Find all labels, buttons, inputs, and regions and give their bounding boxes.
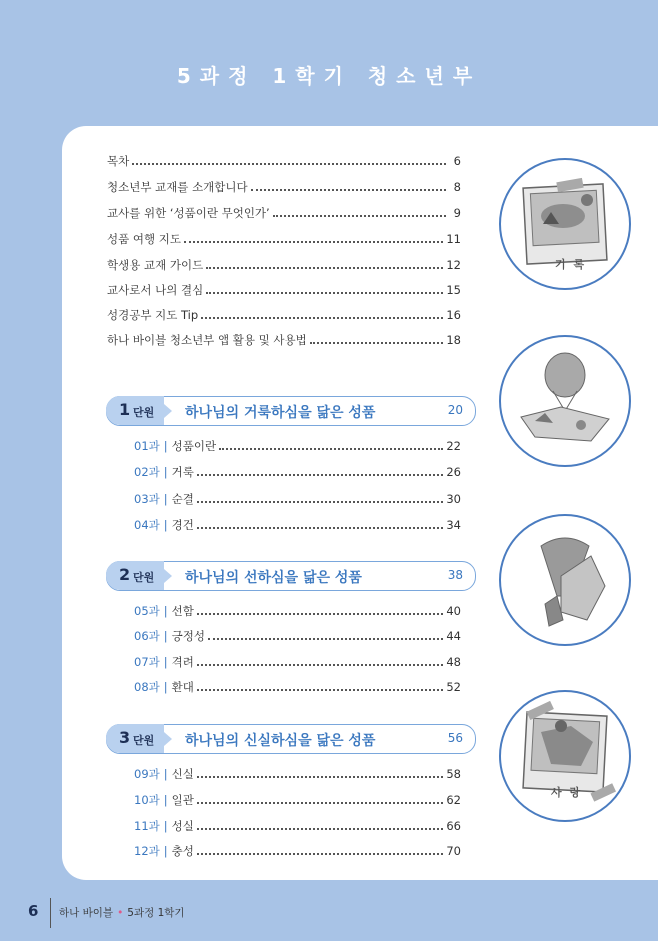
lesson-item[interactable] <box>134 464 461 480</box>
leader-dots <box>197 679 444 691</box>
lesson-page: 30 <box>446 492 461 506</box>
footer-book: 하나 바이블 <box>59 907 114 919</box>
lesson-item[interactable] <box>134 603 461 619</box>
toc-item[interactable] <box>107 282 461 298</box>
lesson-item[interactable] <box>134 679 461 695</box>
separator: | <box>163 518 168 532</box>
lesson-page: 22 <box>446 439 461 453</box>
toc-item-label: 목차 <box>107 154 130 168</box>
toc-item-label: 청소년부 교재를 소개합니다 <box>107 180 248 194</box>
lesson-item[interactable] <box>134 766 461 782</box>
separator: | <box>163 604 168 618</box>
toc-item[interactable] <box>107 231 461 247</box>
lesson-label: 성품이란 <box>171 439 217 453</box>
separator: | <box>163 655 168 669</box>
lesson-item[interactable] <box>134 628 461 644</box>
page-number: 6 <box>28 902 39 920</box>
lesson-label: 환대 <box>171 680 194 694</box>
leader-dots <box>197 464 444 476</box>
illustration-caption: 기 록 <box>555 258 587 271</box>
unit-title: 하나님의 거룩하심을 닮은 성품 <box>185 405 376 421</box>
separator: | <box>163 629 168 643</box>
lesson-number: 03과 <box>134 492 160 506</box>
toc-item[interactable] <box>107 257 461 273</box>
leader-dots <box>197 517 444 529</box>
lesson-number: 01과 <box>134 439 160 453</box>
toc-item-label: 학생용 교재 가이드 <box>107 258 204 272</box>
separator: | <box>163 793 168 807</box>
toc-item-label: 하나 바이블 청소년부 앱 활용 및 사용법 <box>107 333 307 347</box>
toc-item-page: 18 <box>446 333 461 347</box>
arrow-right-icon <box>164 732 172 746</box>
toc-item-page: 16 <box>446 308 461 322</box>
unit-page: 20 <box>447 403 463 417</box>
lesson-number: 02과 <box>134 465 160 479</box>
unit-title: 하나님의 선하심을 닮은 성품 <box>185 570 362 586</box>
lesson-number: 06과 <box>134 629 160 643</box>
lesson-label: 일관 <box>171 793 194 807</box>
toc-item-page: 15 <box>446 283 461 297</box>
lesson-page: 52 <box>446 680 461 694</box>
unit-header-3[interactable] <box>106 724 476 754</box>
separator: | <box>163 767 168 781</box>
toc-item-page: 12 <box>446 258 461 272</box>
lesson-label: 선함 <box>171 604 194 618</box>
unit-number: 2 <box>119 565 131 584</box>
toc-item[interactable] <box>107 153 461 169</box>
lesson-label: 충성 <box>171 844 194 858</box>
lesson-page: 66 <box>446 819 461 833</box>
leader-dots <box>310 332 444 344</box>
leader-dots <box>206 282 443 294</box>
lesson-page: 62 <box>446 793 461 807</box>
leader-dots <box>206 257 443 269</box>
leader-dots <box>197 766 444 778</box>
lesson-number: 08과 <box>134 680 160 694</box>
toc-item-label: 성품 여행 지도 <box>107 232 181 246</box>
separator: | <box>163 819 168 833</box>
unit-header-1[interactable] <box>106 396 476 426</box>
unit-title: 하나님의 신실하심을 닮은 성품 <box>185 733 376 749</box>
toc-item-page: 6 <box>453 154 461 168</box>
leader-dots <box>184 231 443 243</box>
unit-page: 56 <box>447 731 463 745</box>
lesson-number: 04과 <box>134 518 160 532</box>
bullet-icon: • <box>117 907 124 919</box>
illustration-rocks <box>499 514 631 646</box>
unit-word: 단원 <box>133 406 155 419</box>
leader-dots <box>251 179 446 191</box>
lesson-number: 11과 <box>134 819 160 833</box>
arrow-right-icon <box>164 569 172 583</box>
lesson-label: 순결 <box>171 492 194 506</box>
lesson-item[interactable] <box>134 654 461 670</box>
toc-item-page: 11 <box>446 232 461 246</box>
lesson-item[interactable] <box>134 843 461 859</box>
lesson-page: 44 <box>446 629 461 643</box>
lesson-number: 05과 <box>134 604 160 618</box>
lesson-page: 70 <box>446 844 461 858</box>
lesson-label: 거룩 <box>171 465 194 479</box>
page-title: 5과정 1학기 청소년부 <box>176 64 482 88</box>
illustration-balloon <box>499 335 631 467</box>
lesson-number: 10과 <box>134 793 160 807</box>
toc-item[interactable] <box>107 179 461 195</box>
toc-item-label: 성경공부 지도 Tip <box>107 308 199 322</box>
toc-item[interactable] <box>107 332 461 348</box>
mountain-icon <box>501 516 629 644</box>
unit-header-2[interactable] <box>106 561 476 591</box>
footer-course: 5과정 1학기 <box>127 907 185 919</box>
leader-dots <box>197 818 444 830</box>
unit-number: 1 <box>119 400 131 419</box>
separator: | <box>163 680 168 694</box>
separator: | <box>163 465 168 479</box>
running-footer <box>59 905 185 920</box>
separator: | <box>163 439 168 453</box>
leader-dots <box>197 491 444 503</box>
lesson-label: 격려 <box>171 655 194 669</box>
lesson-item[interactable] <box>134 438 461 454</box>
leader-dots <box>219 438 443 450</box>
leader-dots <box>197 792 444 804</box>
lesson-page: 26 <box>446 465 461 479</box>
lesson-item[interactable] <box>134 491 461 507</box>
lesson-item[interactable] <box>134 792 461 808</box>
toc-item[interactable] <box>107 205 461 221</box>
lesson-page: 34 <box>446 518 461 532</box>
lesson-label: 성실 <box>171 819 194 833</box>
leader-dots <box>132 153 446 165</box>
lesson-number: 07과 <box>134 655 160 669</box>
unit-word: 단원 <box>133 734 155 747</box>
leader-dots <box>208 628 443 640</box>
separator: | <box>163 844 168 858</box>
leader-dots <box>201 307 443 319</box>
lesson-page: 48 <box>446 655 461 669</box>
lesson-label: 긍정성 <box>171 629 205 643</box>
lesson-number: 12과 <box>134 844 160 858</box>
unit-page: 38 <box>447 568 463 582</box>
leader-dots <box>197 843 444 855</box>
leader-dots <box>197 603 444 615</box>
balloon-icon <box>501 337 629 465</box>
map-photo-icon <box>501 692 629 820</box>
lesson-label: 경건 <box>171 518 194 532</box>
toc-item-page: 9 <box>453 206 461 220</box>
toc-item-label: 교사를 위한 ‘성품이란 무엇인가’ <box>107 206 270 220</box>
illustration-love <box>499 690 631 822</box>
toc-item-label: 교사로서 나의 결심 <box>107 283 204 297</box>
unit-number: 3 <box>119 728 131 747</box>
unit-word: 단원 <box>133 571 155 584</box>
lesson-item[interactable] <box>134 818 461 834</box>
illustration-record <box>499 158 631 290</box>
lesson-number: 09과 <box>134 767 160 781</box>
lesson-page: 58 <box>446 767 461 781</box>
divider <box>50 898 51 928</box>
illustration-caption: 사 랑 <box>551 786 583 799</box>
separator: | <box>163 492 168 506</box>
lesson-page: 40 <box>446 604 461 618</box>
lesson-label: 신실 <box>171 767 194 781</box>
arrow-right-icon <box>164 404 172 418</box>
leader-dots <box>273 205 446 217</box>
toc-item-page: 8 <box>453 180 461 194</box>
toc-item[interactable] <box>107 307 461 323</box>
leader-dots <box>197 654 444 666</box>
lesson-item[interactable] <box>134 517 461 533</box>
